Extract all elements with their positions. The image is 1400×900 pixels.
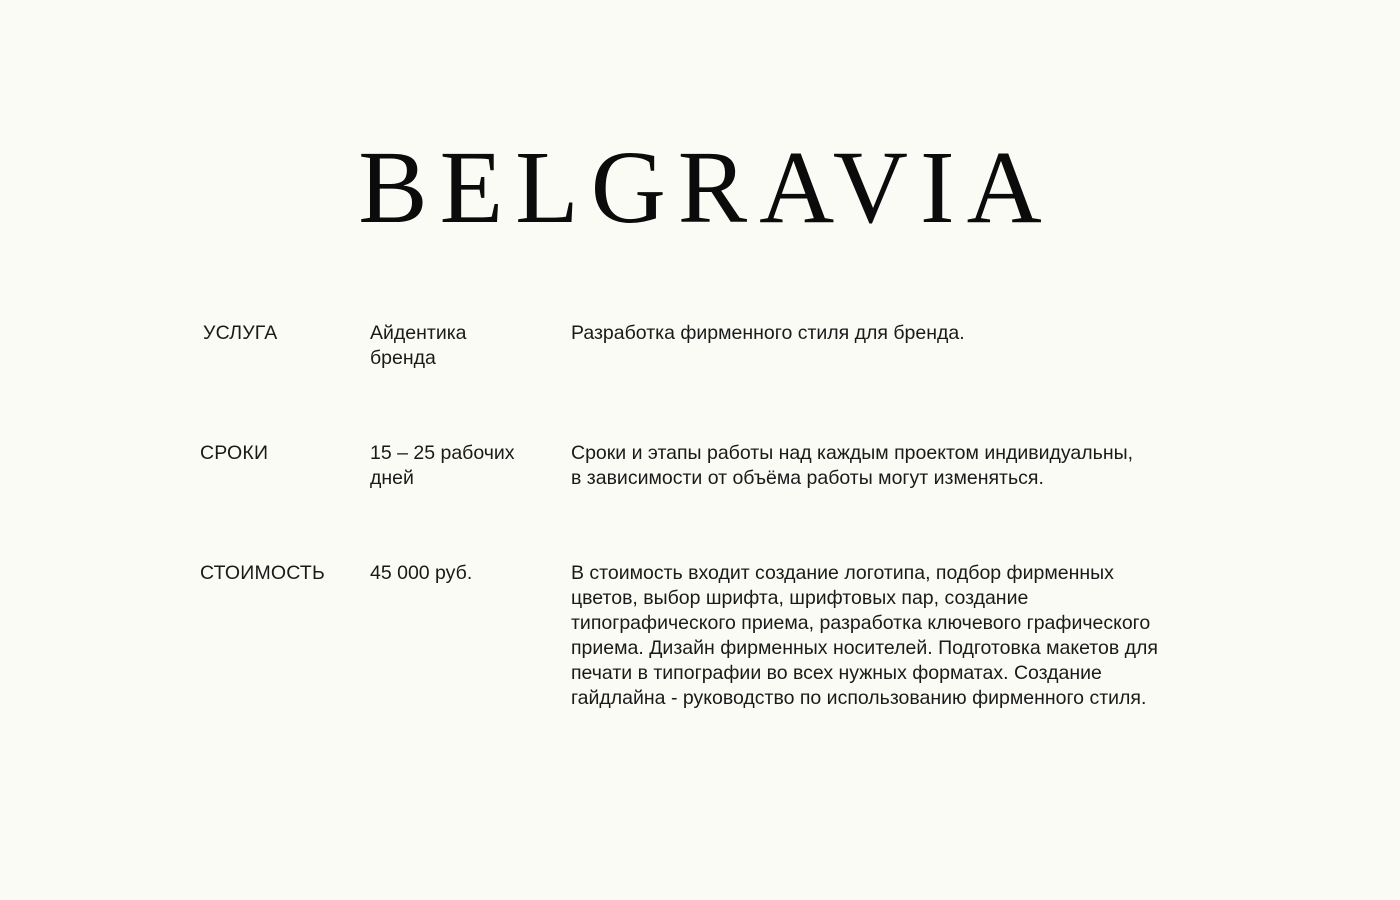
service-description: Разработка фирменного стиля для бренда. <box>571 322 965 344</box>
service-label: УСЛУГА <box>203 322 278 344</box>
price-value: 45 000 руб. <box>370 562 473 584</box>
terms-label: СРОКИ <box>200 442 269 464</box>
terms-value: 15 – 25 рабочих дней <box>370 442 515 489</box>
brand-title: BELGRAVIA <box>358 130 1054 245</box>
service-value: Айдентика бренда <box>370 322 467 369</box>
price-description: В стоимость входит создание логотипа, подбор фирменных цветов, выбор шрифта, шрифтовых пар, создание типографического приема, разработка ключевого графического приема. Дизайн фирменных носителей. Подготовка макетов для печати в типографии во всех нужных форматах. Создание гайдлайна - руководство по использованию фирменного стиля. <box>571 562 1158 709</box>
terms-description: Сроки и этапы работы над каждым проектом индивидуальны, в зависимости от объёма работы могут изменяться. <box>571 442 1134 489</box>
price-label: СТОИМОСТЬ <box>200 562 326 584</box>
